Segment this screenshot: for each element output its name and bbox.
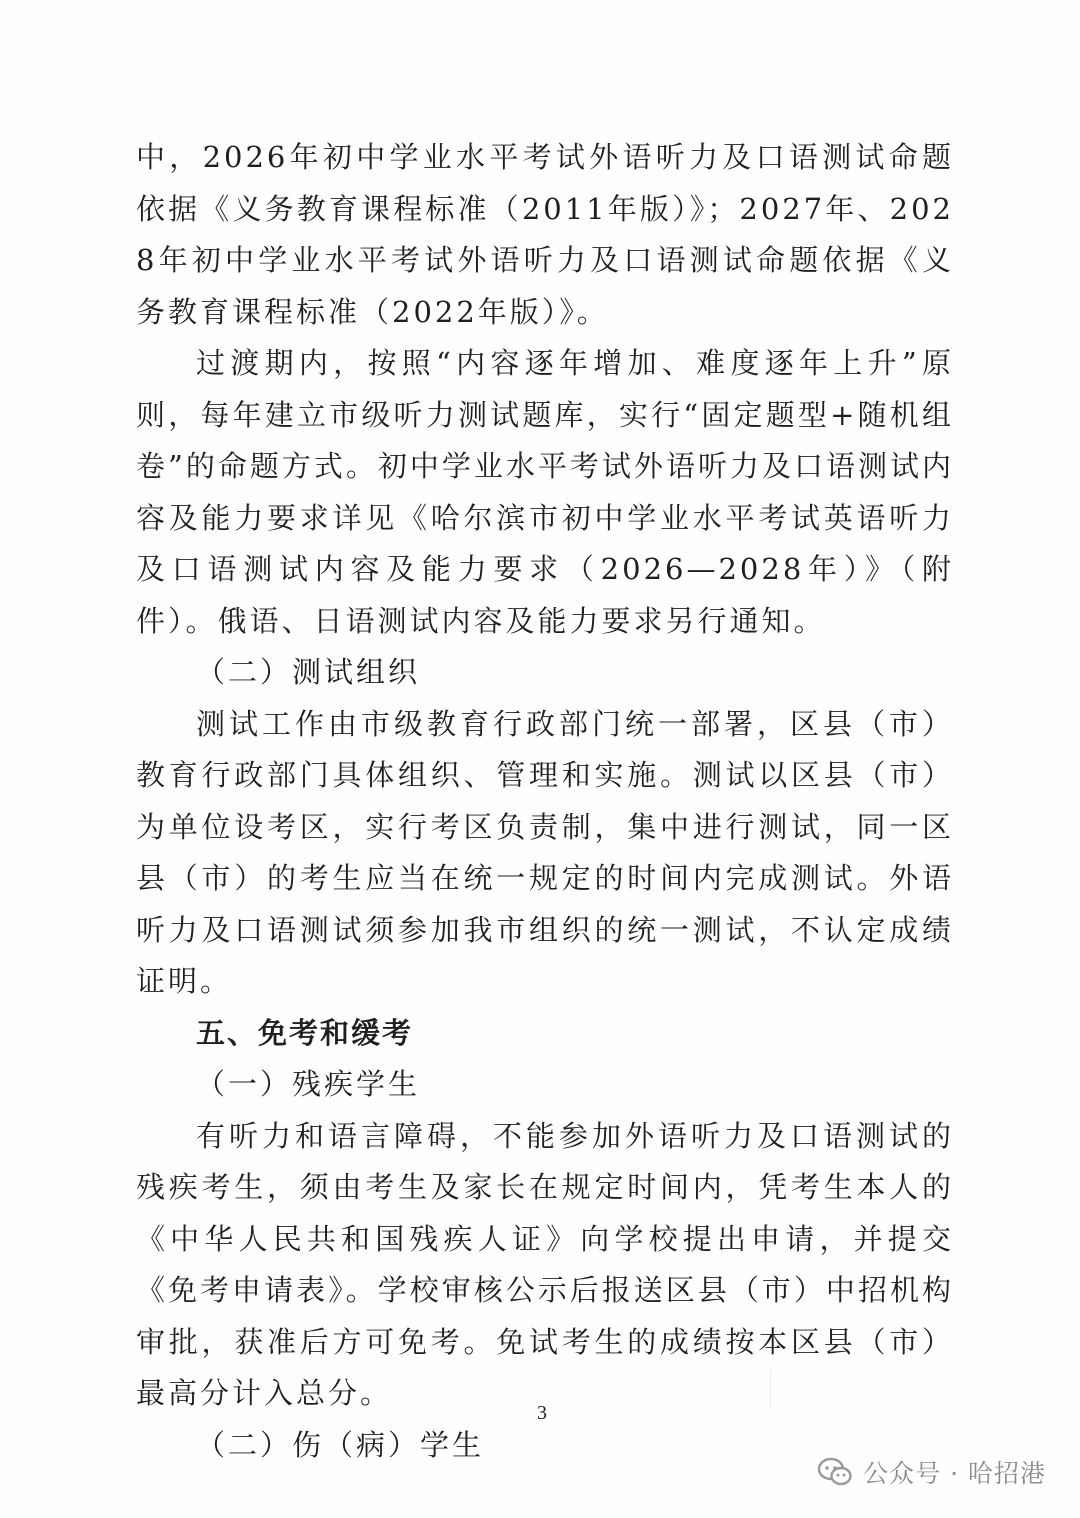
page-number: 3 bbox=[537, 1402, 547, 1424]
section-heading-disabled-students: （一）残疾学生 bbox=[196, 1067, 421, 1101]
section-heading-exemption: 五、免考和缓考 bbox=[196, 1015, 414, 1050]
watermark bbox=[817, 1452, 1046, 1492]
section-heading-injured-students: （二）伤（病）学生 bbox=[196, 1427, 485, 1462]
wechat-icon bbox=[817, 1457, 853, 1487]
paragraph-disabled-students: 有听力和语言障碍，不能参加外语听力及口语测试的残疾考生，须由考生及家长在规定时间内，凭考生本人的《中华人民共和国残疾人证》向学校提出申请，并提交《免考申请表》。学校审核公示后报送区县（市）中招机构审批，获准后方可免考。免试考生的成绩按本区县（市）最高分计入总分。 bbox=[136, 1118, 954, 1410]
scan-artifact-line bbox=[770, 1370, 771, 1410]
paragraph-transition-period: 过渡期内，按照“内容逐年增加、难度逐年上升”原则，每年建立市级听力测试题库，实行“固定题型+随机组卷”的命题方式。初中学业水平考试外语听力及口语测试内容及能力要求详见《哈尔滨市初中学业水平考试英语听力及口语测试内容及能力要求（2026—2028年）》（附件）。俄语、日语测试内容及能力要求另行通知。 bbox=[136, 346, 954, 638]
watermark-text: 公众号 · 哈招港 bbox=[863, 1459, 1046, 1488]
section-heading-test-organization: （二）测试组织 bbox=[196, 655, 421, 689]
paragraph-course-standards: 中，2026年初中学业水平考试外语听力及口语测试命题依据《义务教育课程标准（2011年版）》；2027年、2028年初中学业水平考试外语听力及口语测试命题依据《义务教育课程标准（2022年版）》。 bbox=[136, 140, 954, 329]
document-body bbox=[136, 132, 954, 1471]
paragraph-test-organization: 测试工作由市级教育行政部门统一部署，区县（市）教育行政部门具体组织、管理和实施。测试以区县（市）为单位设考区，实行考区负责制，集中进行测试，同一区县（市）的考生应当在统一规定的时间内完成测试。外语听力及口语测试须参加我市组织的统一测试，不认定成绩证明。 bbox=[136, 706, 954, 998]
